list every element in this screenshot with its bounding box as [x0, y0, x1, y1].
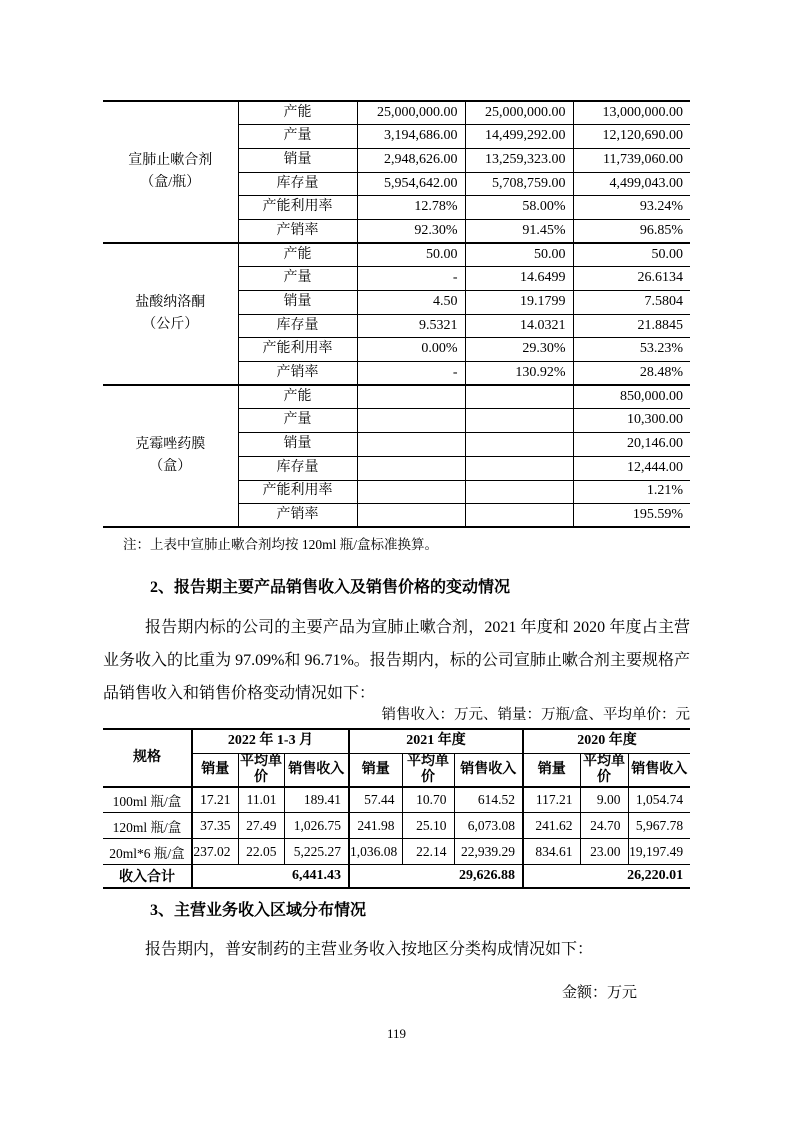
- value-cell: 58.00%: [465, 196, 573, 220]
- value-cell: 241.98: [349, 813, 402, 839]
- product-name-cell: 宣肺止嗽合剂 （盒/瓶）: [103, 101, 238, 243]
- metric-label-cell: 产能: [238, 385, 357, 409]
- value-cell: 22,939.29: [454, 839, 523, 865]
- metric-label-cell: 产量: [238, 409, 357, 433]
- value-cell: [357, 456, 465, 480]
- value-cell: 2,948,626.00: [357, 148, 465, 172]
- value-cell: [465, 480, 573, 504]
- metric-label-cell: 销量: [238, 433, 357, 457]
- section2-heading: 2、报告期主要产品销售收入及销售价格的变动情况: [150, 579, 511, 596]
- total-value-cell: 6,441.43: [192, 865, 349, 888]
- value-cell: 53.23%: [573, 338, 690, 362]
- metric-label-cell: 产量: [238, 125, 357, 149]
- value-cell: 11,739,060.00: [573, 148, 690, 172]
- total-value-cell: 29,626.88: [349, 865, 523, 888]
- value-cell: 0.00%: [357, 338, 465, 362]
- value-cell: 12,444.00: [573, 456, 690, 480]
- value-cell: 14.6499: [465, 267, 573, 291]
- spec-cell: 20ml*6 瓶/盒: [103, 839, 192, 865]
- total-label-cell: 收入合计: [103, 865, 192, 888]
- value-cell: 9.5321: [357, 314, 465, 338]
- value-cell: [357, 409, 465, 433]
- value-cell: 5,967.78: [628, 813, 690, 839]
- metric-label-cell: 产能利用率: [238, 338, 357, 362]
- value-cell: 23.00: [580, 839, 628, 865]
- value-cell: 11.01: [238, 787, 284, 813]
- metric-label-cell: 库存量: [238, 314, 357, 338]
- subcol-header: 销售收入: [284, 753, 349, 787]
- subcol-header: 销量: [523, 753, 580, 787]
- value-cell: 10.70: [402, 787, 454, 813]
- value-cell: 92.30%: [357, 219, 465, 243]
- subcol-header: 平均单价: [238, 753, 284, 787]
- sales-table-unit-caption: 销售收入：万元、销量：万瓶/盒、平均单价：元: [381, 707, 690, 723]
- value-cell: 20,146.00: [573, 433, 690, 457]
- metric-label-cell: 库存量: [238, 172, 357, 196]
- metric-label-cell: 产销率: [238, 362, 357, 386]
- value-cell: 24.70: [580, 813, 628, 839]
- value-cell: -: [357, 267, 465, 291]
- value-cell: 7.5804: [573, 291, 690, 315]
- value-cell: 19.1799: [465, 291, 573, 315]
- capacity-table-note: 注：上表中宣肺止嗽合剂均按 120ml 瓶/盒标准换算。: [123, 537, 439, 552]
- value-cell: 91.45%: [465, 219, 573, 243]
- capacity-table: [103, 100, 690, 528]
- subcol-header: 销量: [192, 753, 238, 787]
- period-header: 2022 年 1-3 月: [192, 729, 349, 753]
- value-cell: [465, 385, 573, 409]
- value-cell: 27.49: [238, 813, 284, 839]
- value-cell: 19,197.49: [628, 839, 690, 865]
- value-cell: 14,499,292.00: [465, 125, 573, 149]
- value-cell: [465, 409, 573, 433]
- value-cell: 50.00: [573, 243, 690, 267]
- value-cell: 13,000,000.00: [573, 101, 690, 125]
- value-cell: 3,194,686.00: [357, 125, 465, 149]
- metric-label-cell: 产能利用率: [238, 196, 357, 220]
- value-cell: 5,708,759.00: [465, 172, 573, 196]
- subcol-header: 平均单价: [580, 753, 628, 787]
- value-cell: 237.02: [192, 839, 238, 865]
- value-cell: 57.44: [349, 787, 402, 813]
- section3-heading: 3、主营业务收入区域分布情况: [150, 902, 367, 919]
- value-cell: 12.78%: [357, 196, 465, 220]
- value-cell: 5,954,642.00: [357, 172, 465, 196]
- subcol-header: 销售收入: [454, 753, 523, 787]
- value-cell: 5,225.27: [284, 839, 349, 865]
- value-cell: 195.59%: [573, 504, 690, 528]
- metric-label-cell: 产量: [238, 267, 357, 291]
- value-cell: 117.21: [523, 787, 580, 813]
- value-cell: -: [357, 362, 465, 386]
- value-cell: [465, 433, 573, 457]
- value-cell: [357, 385, 465, 409]
- value-cell: 21.8845: [573, 314, 690, 338]
- amount-unit-caption: 金额：万元: [561, 985, 637, 1001]
- value-cell: 22.14: [402, 839, 454, 865]
- value-cell: 96.85%: [573, 219, 690, 243]
- value-cell: 25,000,000.00: [465, 101, 573, 125]
- value-cell: 25,000,000.00: [357, 101, 465, 125]
- value-cell: 614.52: [454, 787, 523, 813]
- value-cell: 4,499,043.00: [573, 172, 690, 196]
- product-name-cell: 克霉唑药膜 （盒）: [103, 385, 238, 527]
- value-cell: 26.6134: [573, 267, 690, 291]
- value-cell: [357, 480, 465, 504]
- value-cell: 50.00: [357, 243, 465, 267]
- spec-cell: 120ml 瓶/盒: [103, 813, 192, 839]
- value-cell: 28.48%: [573, 362, 690, 386]
- value-cell: 1.21%: [573, 480, 690, 504]
- metric-label-cell: 产销率: [238, 219, 357, 243]
- subcol-header: 销售收入: [628, 753, 690, 787]
- metric-label-cell: 产销率: [238, 504, 357, 528]
- value-cell: [465, 504, 573, 528]
- value-cell: [357, 504, 465, 528]
- product-name-cell: 盐酸纳洛酮 （公斤）: [103, 243, 238, 385]
- period-header: 2021 年度: [349, 729, 523, 753]
- value-cell: 13,259,323.00: [465, 148, 573, 172]
- value-cell: 6,073.08: [454, 813, 523, 839]
- metric-label-cell: 库存量: [238, 456, 357, 480]
- value-cell: 850,000.00: [573, 385, 690, 409]
- value-cell: 29.30%: [465, 338, 573, 362]
- value-cell: 1,026.75: [284, 813, 349, 839]
- spec-column-header: 规格: [103, 729, 192, 787]
- value-cell: 1,054.74: [628, 787, 690, 813]
- value-cell: 4.50: [357, 291, 465, 315]
- value-cell: 22.05: [238, 839, 284, 865]
- metric-label-cell: 产能: [238, 101, 357, 125]
- value-cell: 9.00: [580, 787, 628, 813]
- value-cell: 1,036.08: [349, 839, 402, 865]
- period-header: 2020 年度: [523, 729, 690, 753]
- sales-table: [103, 728, 690, 889]
- value-cell: [465, 456, 573, 480]
- value-cell: 10,300.00: [573, 409, 690, 433]
- value-cell: 189.41: [284, 787, 349, 813]
- value-cell: 14.0321: [465, 314, 573, 338]
- value-cell: 17.21: [192, 787, 238, 813]
- value-cell: 834.61: [523, 839, 580, 865]
- section3-paragraph: 报告期内，普安制药的主营业务收入按地区分类构成情况如下：: [145, 941, 594, 958]
- value-cell: 37.35: [192, 813, 238, 839]
- page-number: 119: [386, 1026, 407, 1041]
- value-cell: 130.92%: [465, 362, 573, 386]
- total-value-cell: 26,220.01: [523, 865, 690, 888]
- subcol-header: 平均单价: [402, 753, 454, 787]
- value-cell: 25.10: [402, 813, 454, 839]
- value-cell: 50.00: [465, 243, 573, 267]
- value-cell: 241.62: [523, 813, 580, 839]
- value-cell: [357, 433, 465, 457]
- metric-label-cell: 产能: [238, 243, 357, 267]
- subcol-header: 销量: [349, 753, 402, 787]
- section2-paragraph: 报告期内标的公司的主要产品为宣肺止嗽合剂，2021 年度和 2020 年度占主营业务收入的比重为 97.09%和 96.71%。报告期内，标的公司宣肺止嗽合剂主要规格产品销售收入和销售价格变动情况如下：: [103, 619, 690, 702]
- metric-label-cell: 销量: [238, 291, 357, 315]
- metric-label-cell: 销量: [238, 148, 357, 172]
- metric-label-cell: 产能利用率: [238, 480, 357, 504]
- spec-cell: 100ml 瓶/盒: [103, 787, 192, 813]
- value-cell: 12,120,690.00: [573, 125, 690, 149]
- value-cell: 93.24%: [573, 196, 690, 220]
